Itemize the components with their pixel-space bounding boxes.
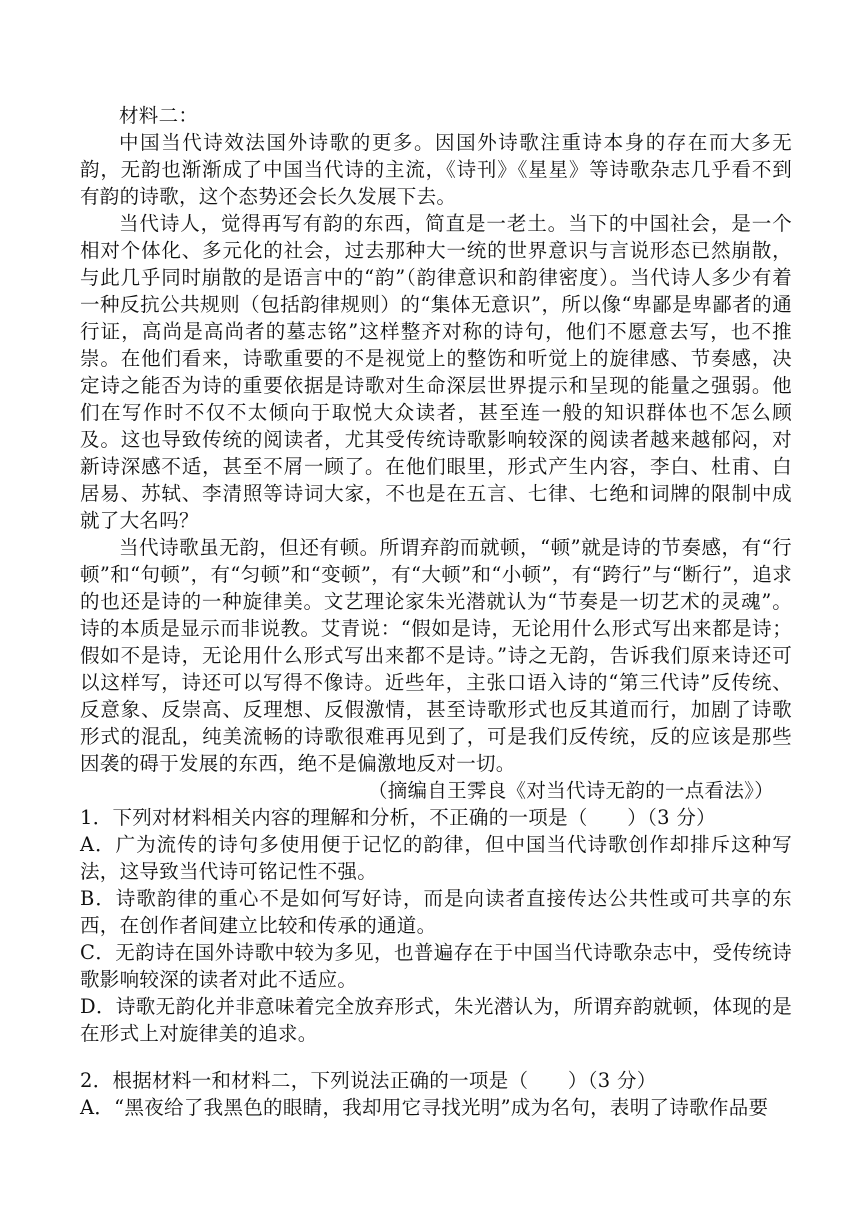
question-title: 2．根据材料一和材料二，下列说法正确的一项是（ ）（3 分） — [80, 1069, 657, 1092]
question-title: 1．下列对材料相关内容的理解和分析，不正确的一项是（ ）（3 分） — [80, 806, 716, 829]
option-a: A．广为流传的诗句多使用便于记忆的韵律，但中国当代诗歌创作却排斥这种写法，这导致当代诗可铭记性不强。 — [80, 833, 792, 883]
paragraph-1: 中国当代诗效法国外诗歌的更多。因国外诗歌注重诗本身的存在而大多无韵，无韵也渐渐成了中国当代诗的主流，《诗刊》《星星》等诗歌杂志几乎看不到有韵的诗歌，这个态势还会长久发展下去。 — [80, 131, 792, 208]
paragraph-3: 当代诗歌虽无韵，但还有顿。所谓弃韵而就顿，“顿”就是诗的节奏感，有“行顿”和“句顿”，有“匀顿”和“变顿”，有“大顿”和“小顿”，有“跨行”与“断行”，追求的也还是诗的一种旋律美。文艺理论家朱光潜就认为“节奏是一切艺术的灵魂”。诗的本质是显示而非说教。艾青说：“假如是诗，无论用什么形式写出来都是诗；假如不是诗，无论用什么形式写出来都不是诗。”诗之无韵，告诉我们原来诗还可以这样写，诗还可以写得不像诗。近些年，主张口语入诗的“第三代诗”反传统、反意象、反崇高、反理想、反假激情，甚至诗歌形式也反其道而行，加剧了诗歌形式的混乱，纯美流畅的诗歌很难再见到了，可是我们反传统，反的应该是那些因袭的碍于发展的东西，绝不是偏激地反对一切。 — [80, 536, 792, 775]
option-d: D．诗歌无韵化并非意味着完全放弃形式，朱光潜认为，所谓弃韵就顿，体现的是在形式上对旋律美的追求。 — [80, 995, 792, 1045]
document-page — [80, 102, 792, 1121]
question-1 — [80, 804, 792, 1047]
material-heading: 材料二： — [119, 104, 199, 127]
source-citation: （摘编自王霁良《对当代诗无韵的一点看法》） — [367, 779, 774, 802]
option-c: C．无韵诗在国外诗歌中较为多见，也普遍存在于中国当代诗歌杂志中，受传统诗歌影响较深的读者对此不适应。 — [80, 941, 792, 991]
question-2 — [80, 1067, 792, 1121]
spacer — [80, 1047, 792, 1067]
paragraph-2: 当代诗人，觉得再写有韵的东西，简直是一老土。当下的中国社会，是一个相对个体化、多元化的社会，过去那种大一统的世界意识与言说形态已然崩散，与此几乎同时崩散的是语言中的“韵”（韵律意识和韵律密度）。当代诗人多少有着一种反抗公共规则（包括韵律规则）的“集体无意识”，所以像“卑鄙是卑鄙者的通行证，高尚是高尚者的墓志铭”这样整齐对称的诗句，他们不愿意去写，也不推崇。在他们看来，诗歌重要的不是视觉上的整饬和听觉上的旋律感、节奏感，决定诗之能否为诗的重要依据是诗歌对生命深层世界提示和呈现的能量之强弱。他们在写作时不仅不太倾向于取悦大众读者，甚至连一般的知识群体也不怎么顾及。这也导致传统的阅读者，尤其受传统诗歌影响较深的阅读者越来越郁闷，对新诗深感不适，甚至不屑一顾了。在他们眼里，形式产生内容，李白、杜甫、白居易、苏轼、李清照等诗词大家，不也是在五言、七律、七绝和词牌的限制中成就了大名吗？ — [80, 212, 792, 532]
option-b: B．诗歌韵律的重心不是如何写好诗，而是向读者直接传达公共性或可共享的东西，在创作者间建立比较和传承的通道。 — [80, 887, 792, 937]
option-a: A．“黑夜给了我黑色的眼睛，我却用它寻找光明”成为名句，表明了诗歌作品要 — [80, 1096, 769, 1119]
